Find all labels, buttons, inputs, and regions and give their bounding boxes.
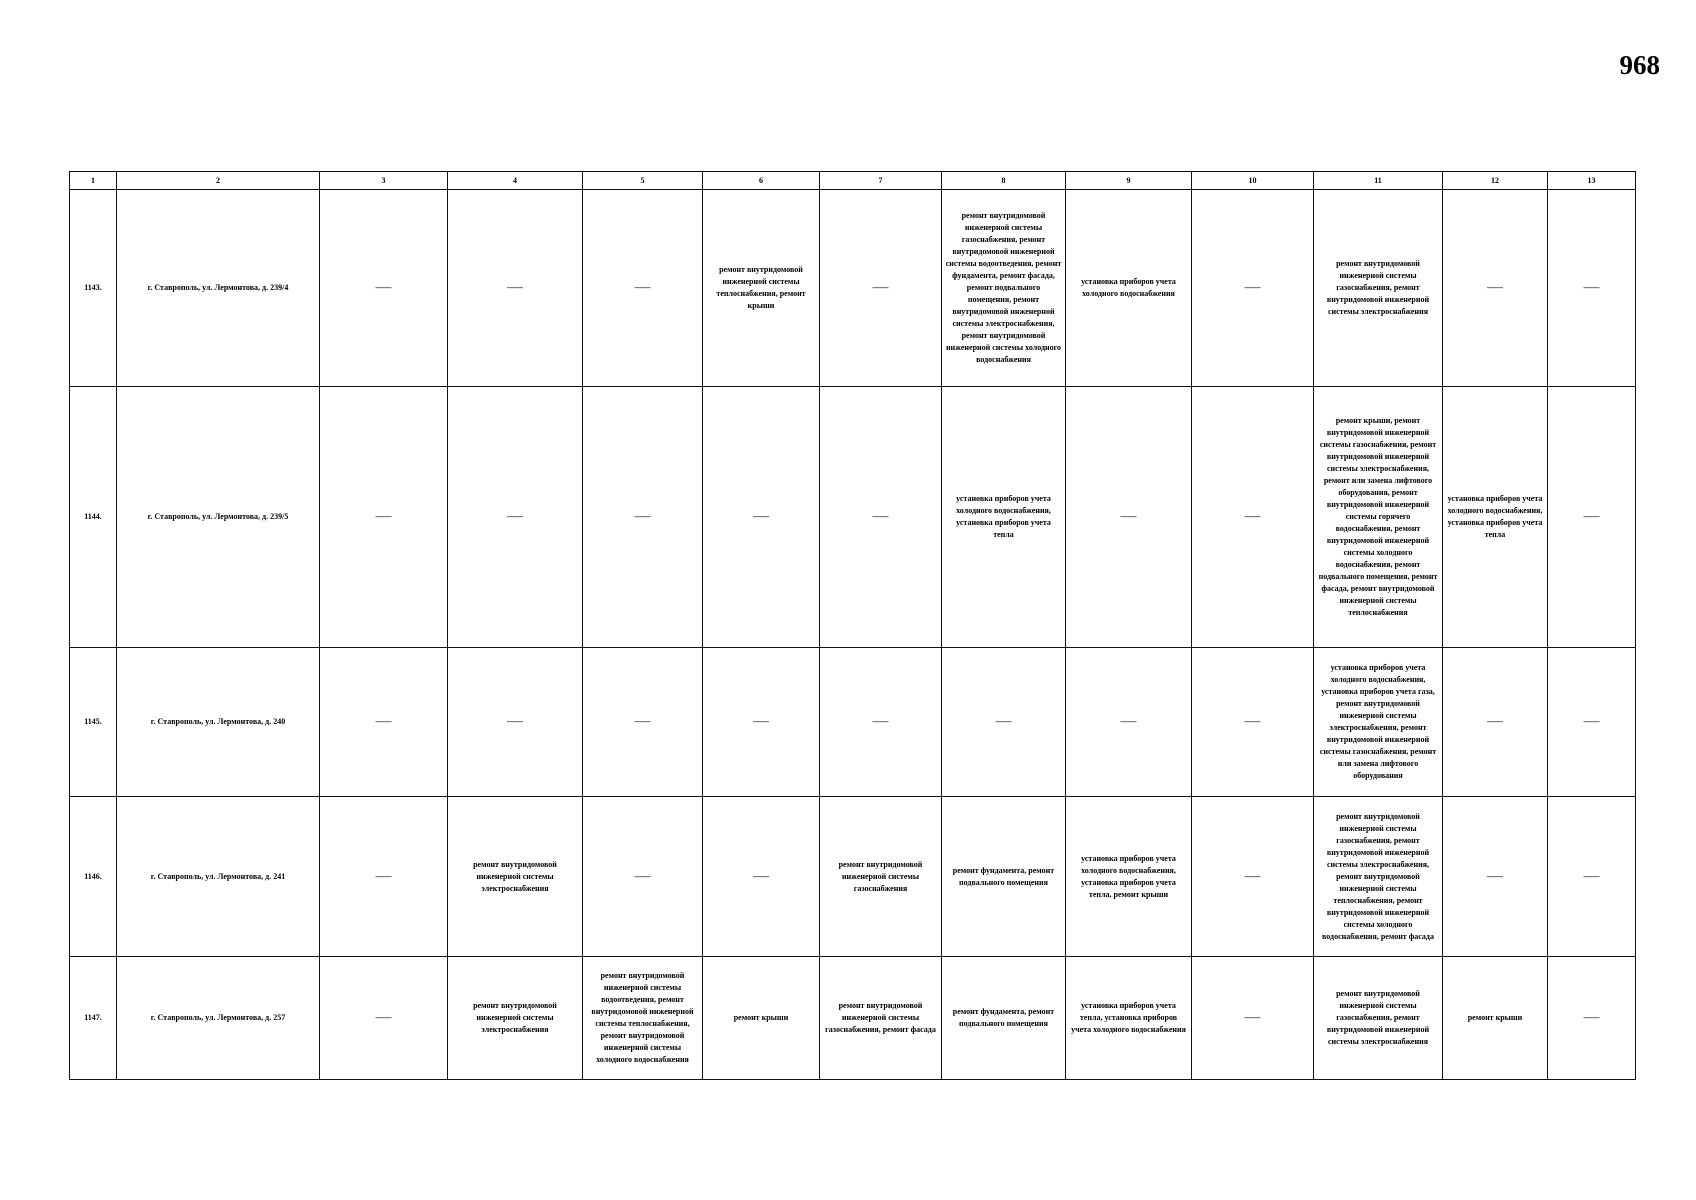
address-cell: г. Ставрополь, ул. Лермонтова, д. 241 xyxy=(117,797,320,957)
column-header: 5 xyxy=(583,172,703,190)
table-cell: —— xyxy=(320,797,448,957)
table-cell: —— xyxy=(320,387,448,648)
table-cell: —— xyxy=(1548,387,1636,648)
column-header: 6 xyxy=(703,172,820,190)
table-cell: ремонт крыши xyxy=(1443,957,1548,1080)
table-cell: —— xyxy=(448,387,583,648)
table-cell: —— xyxy=(448,190,583,387)
table-cell: —— xyxy=(703,387,820,648)
table-cell: установка приборов учета холодного водоснабжения, установка приборов учета тепла xyxy=(942,387,1066,648)
table-row xyxy=(70,190,1636,387)
row-number: 1145. xyxy=(70,648,117,797)
table-cell: —— xyxy=(703,648,820,797)
table-cell: —— xyxy=(1548,190,1636,387)
column-header: 8 xyxy=(942,172,1066,190)
table-cell: установка приборов учета тепла, установка приборов учета холодного водоснабжения xyxy=(1066,957,1192,1080)
table-cell: —— xyxy=(820,648,942,797)
row-number: 1143. xyxy=(70,190,117,387)
table-cell: ремонт внутридомовой инженерной системы водоотведения, ремонт внутридомовой инженерной системы теплоснабжения, ремонт внутридомовой инженерной системы холодного водоснабжения xyxy=(583,957,703,1080)
address-cell: г. Ставрополь, ул. Лермонтова, д. 239/5 xyxy=(117,387,320,648)
table-cell: —— xyxy=(1443,190,1548,387)
table-cell: ремонт внутридомовой инженерной системы электроснабжения xyxy=(448,957,583,1080)
table-cell: —— xyxy=(1548,648,1636,797)
address-cell: г. Ставрополь, ул. Лермонтова, д. 239/4 xyxy=(117,190,320,387)
table-cell: ремонт внутридомовой инженерной системы электроснабжения xyxy=(448,797,583,957)
table-row xyxy=(70,387,1636,648)
address-cell: г. Ставрополь, ул. Лермонтова, д. 257 xyxy=(117,957,320,1080)
table-cell: —— xyxy=(1192,648,1314,797)
repair-register-table xyxy=(69,171,1636,1080)
column-header: 13 xyxy=(1548,172,1636,190)
table-cell: —— xyxy=(1192,797,1314,957)
table-cell: ремонт крыши xyxy=(703,957,820,1080)
column-header: 4 xyxy=(448,172,583,190)
column-header: 7 xyxy=(820,172,942,190)
table-cell: —— xyxy=(583,190,703,387)
table-row xyxy=(70,957,1636,1080)
column-header: 12 xyxy=(1443,172,1548,190)
page-number: 968 xyxy=(1619,50,1660,80)
table-cell: ремонт фундамента, ремонт подвального помещения xyxy=(942,957,1066,1080)
column-header: 1 xyxy=(70,172,117,190)
table-cell: ремонт внутридомовой инженерной системы газоснабжения, ремонт внутридомовой инженерной системы электроснабжения, ремонт внутридомовой инженерной системы теплоснабжения, ремонт внутридомовой инженерной системы холодного водоснабжения, ремонт фасада xyxy=(1314,797,1443,957)
table-cell: —— xyxy=(1192,387,1314,648)
row-number: 1144. xyxy=(70,387,117,648)
header-row xyxy=(70,172,1636,190)
column-header: 2 xyxy=(117,172,320,190)
table-cell: —— xyxy=(320,957,448,1080)
table-cell: —— xyxy=(1443,648,1548,797)
table-cell: —— xyxy=(320,648,448,797)
table-cell: ремонт внутридомовой инженерной системы газоснабжения xyxy=(820,797,942,957)
table-cell: установка приборов учета холодного водоснабжения, установка приборов учета газа, ремонт внутридомовой инженерной системы электроснабжения, ремонт внутридомовой инженерной системы газоснабжения, ремонт или замена лифтового оборудования xyxy=(1314,648,1443,797)
column-header: 11 xyxy=(1314,172,1443,190)
table-cell: —— xyxy=(448,648,583,797)
address-cell: г. Ставрополь, ул. Лермонтова, д. 240 xyxy=(117,648,320,797)
table-cell: —— xyxy=(583,797,703,957)
table-cell: установка приборов учета холодного водоснабжения, установка приборов учета тепла xyxy=(1443,387,1548,648)
table-cell: —— xyxy=(942,648,1066,797)
table-cell: установка приборов учета холодного водоснабжения xyxy=(1066,190,1192,387)
table-cell: ремонт внутридомовой инженерной системы газоснабжения, ремонт внутридомовой инженерной системы водоотведения, ремонт фундамента, ремонт фасада, ремонт подвального помещения, ремонт внутридомовой инженерной системы электроснабжения, ремонт внутридомовой инженерной системы холодного водоснабжения xyxy=(942,190,1066,387)
column-header: 10 xyxy=(1192,172,1314,190)
row-number: 1147. xyxy=(70,957,117,1080)
table-cell: —— xyxy=(583,387,703,648)
table-cell: —— xyxy=(1066,648,1192,797)
table-cell: установка приборов учета холодного водоснабжения, установка приборов учета тепла, ремонт крыши xyxy=(1066,797,1192,957)
table-cell: ремонт внутридомовой инженерной системы газоснабжения, ремонт внутридомовой инженерной системы электроснабжения xyxy=(1314,957,1443,1080)
row-number: 1146. xyxy=(70,797,117,957)
table-cell: —— xyxy=(820,190,942,387)
table-cell: —— xyxy=(1443,797,1548,957)
table-cell: ремонт внутридомовой инженерной системы газоснабжения, ремонт внутридомовой инженерной системы электроснабжения xyxy=(1314,190,1443,387)
table-cell: —— xyxy=(1066,387,1192,648)
table-cell: —— xyxy=(1548,797,1636,957)
table-row xyxy=(70,797,1636,957)
table-cell: ремонт фундамента, ремонт подвального помещения xyxy=(942,797,1066,957)
table-cell: —— xyxy=(703,797,820,957)
table-cell: —— xyxy=(1192,190,1314,387)
table-cell: —— xyxy=(820,387,942,648)
column-header: 9 xyxy=(1066,172,1192,190)
table-cell: ремонт внутридомовой инженерной системы газоснабжения, ремонт фасада xyxy=(820,957,942,1080)
table-cell: —— xyxy=(1548,957,1636,1080)
table-cell: —— xyxy=(583,648,703,797)
table-cell: ремонт внутридомовой инженерной системы теплоснабжения, ремонт крыши xyxy=(703,190,820,387)
table-cell: ремонт крыши, ремонт внутридомовой инженерной системы газоснабжения, ремонт внутридомовой инженерной системы электроснабжения, ремонт или замена лифтового оборудования, ремонт внутридомовой инженерной системы горячего водоснабжения, ремонт внутридомовой инженерной системы холодного водоснабжения, ремонт подвального помещения, ремонт фасада, ремонт внутридомовой инженерной системы теплоснабжения xyxy=(1314,387,1443,648)
column-header: 3 xyxy=(320,172,448,190)
table-cell: —— xyxy=(320,190,448,387)
table-cell: —— xyxy=(1192,957,1314,1080)
table-row xyxy=(70,648,1636,797)
